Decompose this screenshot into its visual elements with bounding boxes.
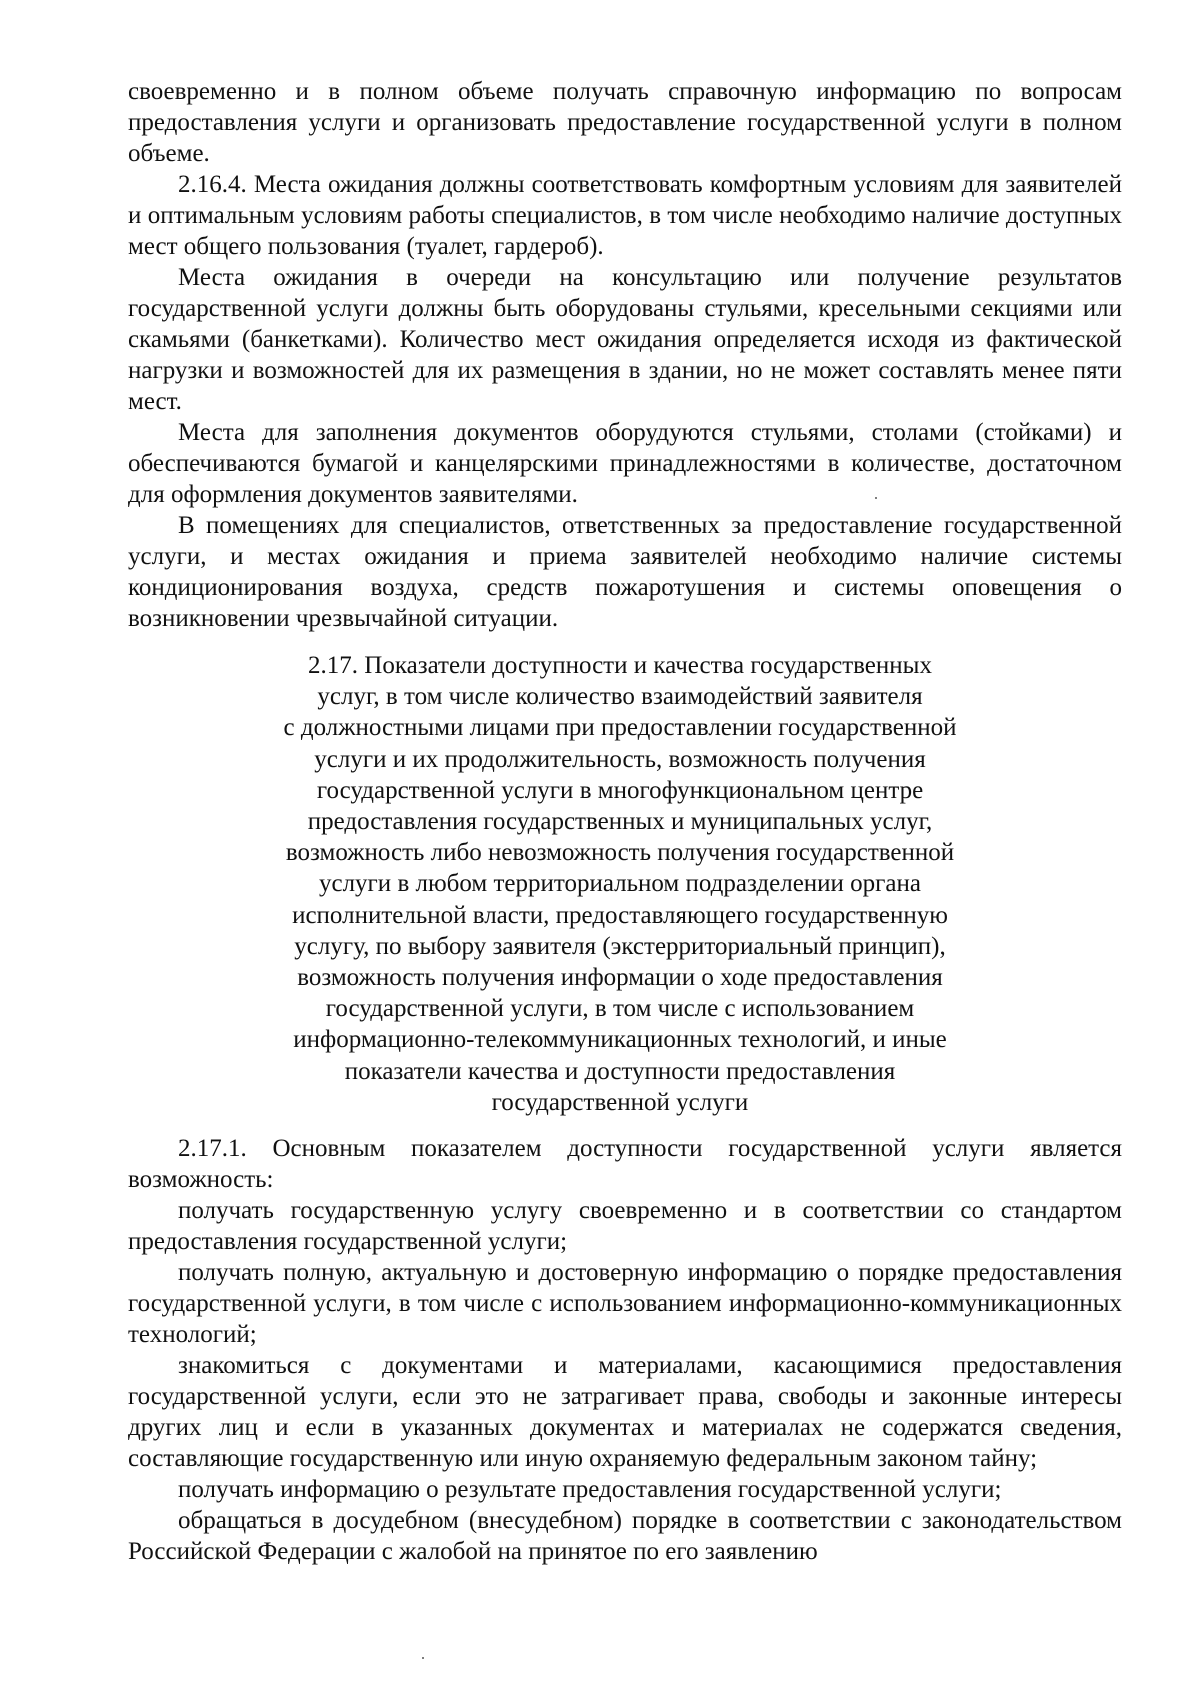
- list-item-result-information: получать информацию о результате предоставления государственной услуги;: [178, 1476, 1002, 1503]
- paragraph-2-16-4: 2.16.4. Места ожидания должны соответствовать комфортным условиям для заявителей и оптимальным условиям работы специалистов, в том числе необходимо наличие доступных мест общего пользования (туалет, гардероб).: [128, 171, 1122, 260]
- top-text-block: [128, 76, 1122, 634]
- list-item-pretrial-appeal: обращаться в досудебном (внесудебном) порядке в соответствии с законодательством Российской Федерации с жалобой на принятое по его заявлению: [128, 1507, 1122, 1565]
- heading-line: возможность либо невозможность получения государственной: [285, 839, 955, 867]
- paragraph-document-filling-places: Места для заполнения документов оборудуются стульями, столами (стойками) и обеспечиваются бумагой и канцелярскими принадлежностями в количестве, достаточном для оформления документов заявителями.: [128, 419, 1122, 508]
- heading-line: услуги в любом территориальном подразделении органа: [318, 870, 921, 898]
- section-heading-2-17: [250, 650, 990, 1118]
- heading-line: информационно-телекоммуникационных технологий, и иные: [293, 1026, 947, 1054]
- paragraph-continuation: своевременно и в полном объеме получать справочную информацию по вопросам предоставления услуги и организовать предоставление государственной услуги в полном объеме.: [128, 78, 1122, 167]
- list-item-full-information: получать полную, актуальную и достоверную информацию о порядке предоставления государственной услуги, в том числе с использованием информационно-коммуникационных технологий;: [128, 1259, 1122, 1348]
- heading-line: предоставления государственных и муниципальных услуг,: [307, 808, 933, 836]
- list-item-document-access: знакомиться с документами и материалами, касающимися предоставления государственной услуги, если это не затрагивает права, свободы и законные интересы других лиц и если в указанных документах и материалах не содержатся сведения, составляющие государственную или иную охраняемую федеральным законом тайну;: [128, 1352, 1122, 1472]
- heading-line: услуг, в том числе количество взаимодействий заявителя: [317, 683, 923, 711]
- paragraph-waiting-places: Места ожидания в очереди на консультацию или получение результатов государственной услуги должны быть оборудованы стульями, кресельными секциями или скамьями (банкетками). Количество мест ожидания определяется исходя из фактической нагрузки и возможностей для их размещения в здании, но не может составлять менее пяти мест.: [128, 264, 1122, 415]
- list-item-timely-service: получать государственную услугу своевременно и в соответствии со стандартом предоставления государственной услуги;: [128, 1197, 1122, 1255]
- heading-line: показатели качества и доступности предоставления: [344, 1057, 896, 1085]
- heading-line: государственной услуги: [491, 1088, 749, 1116]
- heading-line: с должностными лицами при предоставлении государственной: [283, 714, 957, 742]
- heading-line: услугу, по выбору заявителя (экстерриториальный принцип),: [294, 932, 946, 960]
- heading-line: исполнительной власти, предоставляющего государственную: [292, 901, 948, 929]
- heading-line: государственной услуги, в том числе с использованием: [325, 995, 915, 1023]
- heading-line: возможность получения информации о ходе предоставления: [297, 964, 943, 992]
- scan-speck: [422, 1657, 424, 1659]
- bottom-text-block: [128, 1133, 1122, 1567]
- heading-line: услуги и их продолжительность, возможность получения: [314, 745, 926, 773]
- paragraph-2-17-1: 2.17.1. Основным показателем доступности государственной услуги является возможность:: [128, 1135, 1122, 1193]
- paragraph-premises-requirements: В помещениях для специалистов, ответственных за предоставление государственной услуги, и местах ожидания и приема заявителей необходимо наличие системы кондиционирования воздуха, средств пожаротушения и системы оповещения о возникновении чрезвычайной ситуации.: [128, 512, 1122, 632]
- scan-speck: [875, 497, 877, 499]
- heading-line: 2.17. Показатели доступности и качества государственных: [308, 652, 932, 679]
- heading-line: государственной услуги в многофункциональном центре: [316, 776, 924, 804]
